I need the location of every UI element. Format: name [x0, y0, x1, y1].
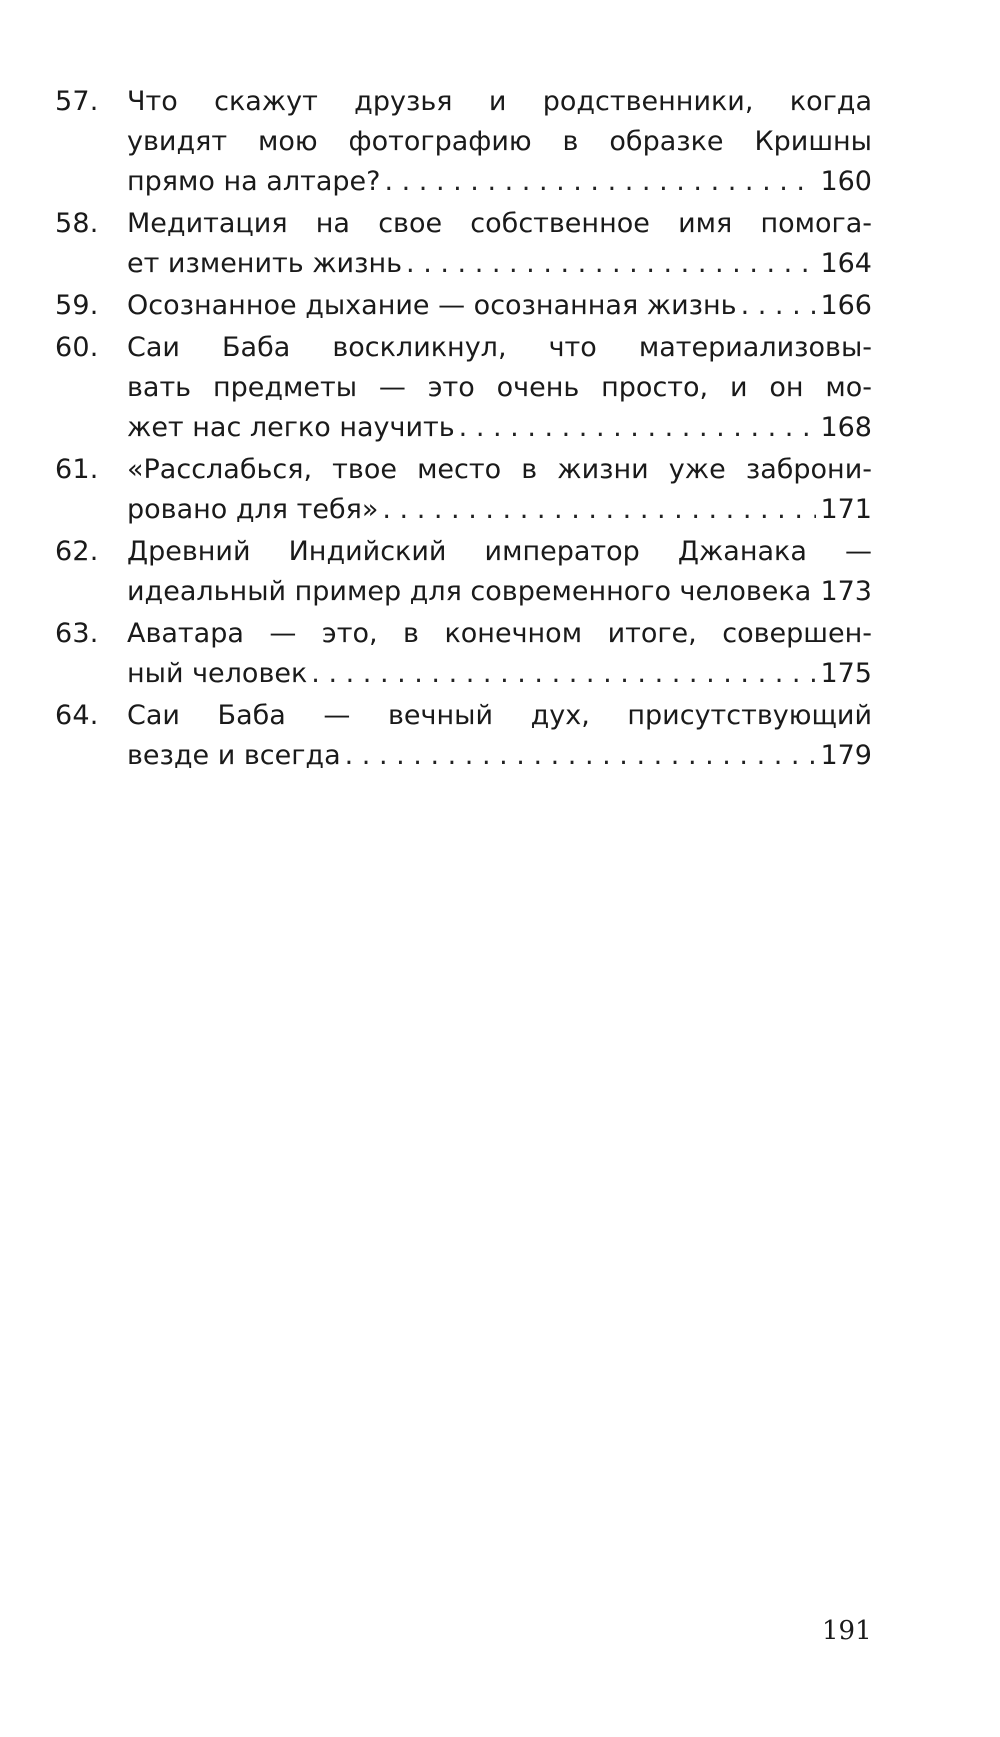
- entry-title-end: ровано для тебя»: [127, 494, 379, 525]
- dot-leader: [459, 408, 817, 448]
- page-number: 179: [820, 740, 872, 771]
- toc-entry-57[interactable]: [0, 82, 1000, 202]
- entry-number: 57.: [55, 86, 99, 117]
- page-number: 171: [820, 494, 872, 525]
- entry-number: 59.: [55, 290, 99, 321]
- toc-entry-63[interactable]: [0, 614, 1000, 694]
- dot-leader: [384, 162, 816, 202]
- dot-leader: [815, 572, 816, 612]
- entry-title-end: Осознанное дыхание — осознанная жизнь: [127, 290, 737, 321]
- entry-last-line: [127, 162, 872, 202]
- entry-title-line: Саи Баба — вечный дух, присутствующий: [127, 700, 872, 731]
- page-number: 160: [820, 166, 872, 197]
- page-number: 164: [820, 248, 872, 279]
- entry-title-line: «Расслабься, твое место в жизни уже заброни-: [127, 454, 872, 485]
- entry-last-line: [127, 286, 872, 326]
- toc-entry-58[interactable]: [0, 204, 1000, 284]
- entry-title-end: везде и всегда: [127, 740, 341, 771]
- entry-title-line: вать предметы — это очень просто, и он мо-: [127, 372, 872, 403]
- entry-title-line: Саи Баба воскликнул, что материализовы-: [127, 332, 872, 363]
- entry-title-end: идеальный пример для современного человека: [127, 576, 812, 607]
- entry-title-end: ный человек: [127, 658, 308, 689]
- dot-leader: [311, 654, 816, 694]
- entry-title-end: жет нас легко научить: [127, 412, 455, 443]
- entry-last-line: [127, 244, 872, 284]
- entry-title-line: Аватара — это, в конечном итоге, совершен-: [127, 618, 872, 649]
- entry-number: 63.: [55, 618, 99, 649]
- dot-leader: [382, 490, 816, 530]
- entry-title-line: Медитация на свое собственное имя помога-: [127, 208, 872, 239]
- entry-last-line: [127, 408, 872, 448]
- entry-title-line: увидят мою фотографию в образке Кришны: [127, 126, 872, 157]
- page-number: 168: [820, 412, 872, 443]
- dot-leader: [406, 244, 816, 284]
- entry-last-line: [127, 654, 872, 694]
- toc-entry-62[interactable]: [0, 532, 1000, 612]
- toc-entry-64[interactable]: [0, 696, 1000, 776]
- toc-entry-59[interactable]: [0, 286, 1000, 326]
- dot-leader: [741, 286, 817, 326]
- entry-last-line: [127, 490, 872, 530]
- entry-number: 62.: [55, 536, 99, 567]
- page-number: 173: [820, 576, 872, 607]
- table-of-contents: [0, 82, 1000, 778]
- entry-last-line: [127, 736, 872, 776]
- page-number: 175: [820, 658, 872, 689]
- dot-leader: [345, 736, 817, 776]
- entry-title-line: Древний Индийский император Джанака —: [127, 536, 872, 567]
- page-folio: 191: [822, 1616, 872, 1646]
- entry-number: 64.: [55, 700, 99, 731]
- toc-entry-60[interactable]: [0, 328, 1000, 448]
- entry-last-line: [127, 572, 872, 612]
- entry-title-line: Что скажут друзья и родственники, когда: [127, 86, 872, 117]
- entry-title-end: прямо на алтаре?: [127, 166, 381, 197]
- entry-number: 58.: [55, 208, 99, 239]
- toc-entry-61[interactable]: [0, 450, 1000, 530]
- entry-number: 60.: [55, 332, 99, 363]
- page-number: 166: [820, 290, 872, 321]
- entry-number: 61.: [55, 454, 99, 485]
- entry-title-end: ет изменить жизнь: [127, 248, 403, 279]
